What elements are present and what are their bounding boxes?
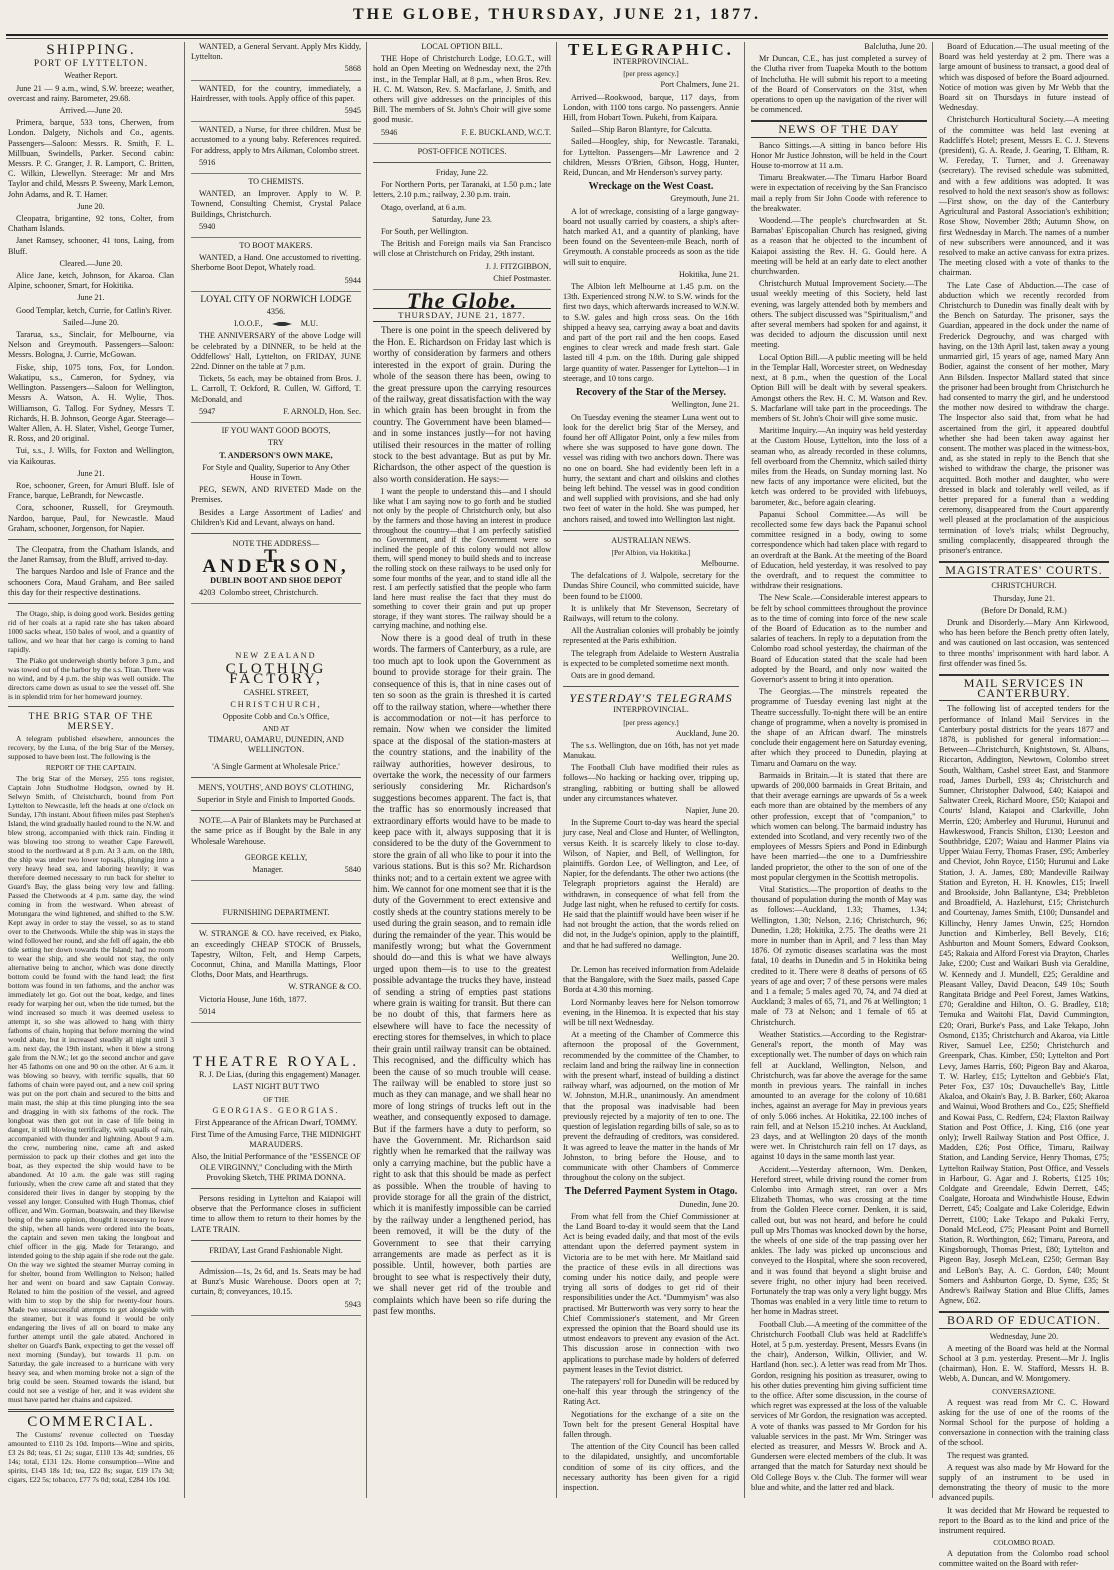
lodge-text: THE ANNIVERSARY of the above Lodge will be celebrated by a DINNER, to be held at the Oddfellows' Hall, Lyttelton, on FRIDAY, JUNE 22nd. Dinner on the table at 7 p.m.: [191, 331, 361, 372]
interprovincial-heading: INTERPROVINCIAL.: [613, 705, 689, 715]
mag-place: CHRISTCHURCH.: [991, 581, 1057, 591]
column-news: [744, 42, 931, 1498]
iof-label: I.O.O.F.,: [233, 319, 263, 329]
superior-style: Superior in Style and Finish to Imported Goods.: [197, 794, 355, 804]
spacer: [191, 607, 361, 651]
weather-report: June 21 — 9 a.m., wind, S.W. breeze; weather, overcast and rainy. Barometer, 29.68.: [8, 83, 174, 103]
local-option-signature: F. E. BUCKLAND, W.C.T.: [461, 127, 551, 137]
ad-clothing-factory: [191, 651, 361, 881]
press-agency: [per press agency.]: [623, 717, 679, 727]
dateline: Dunedin, June 20.: [679, 1199, 739, 1209]
expected-note: The Cleopatra, from the Chatham Islands, and the Janet Ramsay, from the Bluff, arrived to-day.: [8, 544, 174, 565]
theatre-manager: R. J. De Lias, (during this engagement) Manager.: [199, 1070, 361, 1080]
strange-text: W. STRANGE & CO. have received, ex Piako, an exceedingly CHEAP STOCK of Brussels, Tapestry, Wilton, Felt, and Hemp Carpets, Coconnut, China, and Manilla Mattings, Floor Cloths, Door Mats, and Hearthrugs.: [191, 929, 361, 980]
ad-improver: [191, 189, 361, 238]
dateline: Greymouth, June 21.: [670, 194, 739, 204]
ad-lodge: [191, 295, 361, 423]
brig-heading: THE BRIG STAR OF THE MERSEY.: [28, 711, 154, 733]
telegram: The Football Club have modified their rules as follows—No hacking or hacking over, tripping up, strangling, rabbiting or butting shall be allowed under any circumstances whatever.: [563, 763, 739, 803]
telegraphic-heading: TELEGRAPHIC.: [568, 40, 734, 59]
ad-number: 5916: [199, 157, 216, 167]
clothing-factory-heading: CLOTHING FACTORY,: [225, 661, 327, 688]
dateline: Auckland, June 20.: [675, 728, 739, 738]
divider: [191, 533, 361, 534]
date-june21: June 21.: [77, 293, 105, 303]
arrived-cleopatra: Cleopatra, brigantine, 92 tons, Colter, from Chatham Islands.: [8, 214, 174, 234]
shipping-heading: SHIPPING.: [46, 42, 136, 58]
telegram: In the Supreme Court to-day was heard the special jury case, Neal and Close and Hunter, of Wellington, versus Keith. It is scarcely likely to close to-day. Wilson, of Napier, and Bell, of Wellington, for plaintiffs. Gordon Lee, of Wellington, and Lee, of Napier, for the defendants. The other two actions (the Telegraph proprietors against the Herald) are withdrawn, in consequence of what fell from the Judge last night, when he refused to certify for costs. He said that the plaintiff would have been wiser if he had not brought the action, that the words relied on did not, in the Judge's opinion, apply to the plaintiff, and that he had suffered no damage.: [563, 818, 739, 950]
post-saturday: Saturday, June 23.: [432, 214, 492, 224]
conversazione-heading: CONVERSAZIONE.: [992, 1386, 1056, 1396]
news-item: Accident.—Yesterday afternoon, Wm. Denken, Hereford street, while driving round the corner from Colombo into Armagh street, ran over a Mrs Elizabeth Thomas, who was crossing at the time from the Golden Fleece corner. Denken, it is said, called out, but was not heard, and before he could pull up Mrs Thomas was knocked down by the horse, the wheels of one side of the trap passing over her ankles. The lady was picked up unconscious and conveyed to the Hospital, where she soon recovered, and it was found that beyond a slight bruise and severe fright, no other injury had been received. Fortunately the trap was only a very light buggy. Mrs Thomas was enabled in a very little time to return to her home in Madras street.: [751, 1164, 927, 1317]
divider: [191, 1261, 361, 1262]
dateline: Napier, June 20.: [685, 806, 739, 815]
globe-nameplate: The Globe.: [406, 288, 518, 314]
news-item: Football Club.—A meeting of the committee of the Christchurch Football Club was held at Radcliffe's Hotel, at 5 p.m. yesterday. Present, Messrs Evans (in the chair), Anderson, Wilkin, Ollivier, and W. Hartland (hon. sec.). A letter was read from Mr Thos. Gordon, resigning his position as treasurer, owing to his other duties preventing him giving sufficient time to the office. After some discussion, in the course of which regret was expressed at the loss of the valuable services of Mr Gordon, the resignation was accepted. A vote of thanks was passed to Mr Gordon for his valuable services in the past. Mr Wm. Stringer was elected as treasurer, and Messrs W. Brock and A. Gundersen were elected members of the club. It was arranged that the match for Saturday next should be Old College Boys v. the Club. The former will wear blue and white, and the latter red and black.: [751, 1319, 927, 1492]
news-item: Banco Sittings.—A sitting in banco before His Honor Mr Justice Johnston, will be held in the Court House to-morrow at 11 a.m.: [751, 140, 927, 171]
spacer: [191, 884, 361, 908]
piako-note: The Piako got underweigh shortly before 3 p.m., and was towed out of the harbor by the s.s. Titan. There was no wind, and by 4 p.m. the ship was well outside. The directors came down as usual to see the vessel off. She is in splendid trim for her homeward journey.: [8, 655, 174, 701]
news-item: Timaru Breakwater.—The Timaru Harbor Board were in expectation of receiving by the San Francisco mail a reply from Sir John Coode with reference to the breakwater.: [751, 173, 927, 213]
ad-number: 5944: [344, 275, 361, 285]
divider: [8, 1409, 174, 1412]
and-at: AND AT: [262, 724, 290, 734]
brig-intro: A telegram published elsewhere, announces the recovery, by the Luna, of the brig Star of the Mersey, supposed to have been lost. The following is the: [8, 734, 174, 762]
post-signature: J. J. FITZGIBBON,: [485, 261, 551, 271]
ad-number: 5940: [199, 221, 216, 231]
boots-line2: TRY: [268, 438, 284, 448]
telegram: The ratepayers' roll for Dunedin will be reduced by one-half this year through the stringency of the Rating Act.: [563, 1376, 739, 1407]
news-item: Board of Education.—The usual meeting of the Board was held yesterday at 2 pm. There was a large amount of business to transact, a good deal of which was disposed of before the Board adjourned. Notice of motion was given by Mr Webb that the Board sit on Thursdays in future instead of Wednesday.: [939, 42, 1109, 113]
news-item: Christchurch Mutual Improvement Society.—The usual weekly meeting of this Society, held last evening, was largely attended both by members and others. The subject discussed was "Spiritualism," and after several members had spoken for and against, it was decided to adjourn the discussion until next meeting.: [751, 279, 927, 350]
telegram: Arrived—Rookwood, barque, 117 days, from London, with 1100 tons cargo. No passengers. Annie Hill, from Hobart Town. Pukehi, from Kaipara.: [563, 92, 739, 123]
clasped-hands-icon: [271, 320, 293, 328]
ad-number: 4203: [199, 587, 216, 597]
masthead-rule-thin: [6, 38, 1108, 39]
mail-services-list: The following list of accepted tenders for the performance of Inland Mail Services in the Canterbury postal districts for the years 1877 and 1878, is published for general information:—Between—Christchurch, Knightstown, St. Albans, Riccarton, Addington, Newtown, Colombo street South, Waltham, Cashel street East, and Stanmore road, James Durbell, £93 4s; Christchurch and Sumner, Christopher Dalwood, £40; Kaiapoi and Saltwater Creek, Richard Moore, £50; Kaiapoi and Courts' Island, Kaiapoi and Clarkville, John Merrin, £20; Amberley and Hurunui, Hurunui and Hawkeswood, Francis Shilton, £130; Leeston and Southbridge, £207; Waiau and Hanmer Plains via Upper Waiau Ferry, Thomas Fraser, £95; Amberley and Cheviot, John Royce, £150; Hurunui and Lake Station, J. A. James, £80; Mandeville Railway Station and Eyreton, H. H. Knowles, £15; Irwell and Brookside, John Ballantyne, £34; Prebbleton and Broadfield, A. Hazlehurst, £15; Christchurch and Courtenay, James Smith, £100; Dunsandel and Killinchy, Henry James Unwin, £25; Horndon Junction and Kimberley, Bell Bevely, £16; Ashburton and Mount Somers, Edward Cookson, £45; Rakaia and Alford Forest via Drayton, Charles Jake, £200; Cust and Waikari Bush via Geraldine, W. Kennedy and J. Mundell, £25; Geraldine and Pleasant Valley, David Deacon, £49 10s; South Rangitata Bridge and Peel Forest, James Watkins, £70; Geraldine and Hilton, O. G. Bradley, £18; Temuka and Waitohi Flat, David Cummington, £20; Orari, Burke's Pass, and Lake Tekapo, John Osmond, £135; Christchurch and Akaroa, via Little River, Samuel Lee, £250; Christchurch and Greenpark, Chas. Kimber, £50; Lyttelton and Port Levy, James Harris, £60; Pigeon Bay and Akaroa, T. W. Harley, £15; Lyttelton and Gebbie's Flat, Peter Fox, £37 10s; Duvauchelle's Bay, Little Akaloa, and Okain's Bay, J. B. Barker, £60; Akaroa and Wainui, Wood Brothers and Co., £25; Sheffield and Kowai Pass, C. Redfern, £24; Flaxton Railway Station and Post Office, J. King, £16 (one year only); Irwell Railway Station and Post Office, J. Madden, £26; Post Office, Timaru, Railway Station, and Landing Service, Henry Thomas, £75; Lyttelton Railway Station, Post Office, and Vessels in Harbour, G. Agar and J. Roberts, £125 10s; Coldgate and Greendale, Edwin Derrett, £45; Coalgate, Horoata and Windwhistle House, Edwin Derrett, £45; Coalgate and Lake Coleridge, Edwin Derrett, £100; Lake Tekapo and Pukaki Ferry, Donald McLeod, £75; Pleasant Point and Burnell Station, R. Worthington, £62; Timaru, Pareora, and Kingsborough, Thomas Priest, £80; Lyttelton and Pigeon Bay, Joseph McLean, £250; German Bay and LeBon's Bay, A. C. Gordon, £40; Mount Somers and Ashburton Gorge, D. Syme, £35; St Andrew's Railway Station and Blue Cliffs, James Agnew, £62.: [939, 704, 1109, 1306]
telegram: All the Australian colonies will probably be jointly represented at the Paris exhibition.: [563, 626, 739, 646]
port-heading: PORT OF LYTTELTON.: [33, 59, 149, 70]
divider: [8, 539, 174, 540]
telegram: Lord Normanby leaves here for Nelson tomorrow evening, in the Hinemoa. It is expected that his stay will be till next Wednesday.: [563, 997, 739, 1028]
ad-hairdresser: [191, 84, 361, 123]
editorial-paragraph: There is one point in the speech delivered by the Hon. E. Richardson on Friday last which is worthy of consideration by farmers and others interested in the export of grain. During the whole of the season there has been, owing to the great pressure upon the carrying resources of the railway, great dissatisfaction with the way in which grain has been brought in from the country. The Government have been blamed—and in some instances justly—for not having utilised their resources in the matter of rolling stock to the best advantage. But as put by Mr. Richardson, the other aspect of the question is also worth consideration. He says:—: [373, 325, 551, 484]
post-south: For South, per Wellington.: [381, 227, 469, 237]
mag-before: (Before Dr Donald, R.M.): [981, 605, 1067, 615]
sailed-cora: Cora, schooner, Russell, for Greymouth. Nardoo, barque, Paul, for Newcastle. Maud Graham, schooner, Jorgenson, for Napier.: [8, 503, 174, 533]
divider: [563, 686, 739, 687]
australian-via: [Per Albion, via Hokitika.]: [611, 547, 691, 557]
boots-line6: Besides a Large Assortment of Ladies' and Children's Kid and Levant, always on hand.: [191, 507, 361, 527]
australian-news-heading: AUSTRALIAN NEWS.: [611, 535, 691, 545]
ad-local-option: [373, 42, 551, 144]
deferred-payment-heading: The Deferred Payment System in Otago.: [564, 1186, 738, 1198]
post-title: POST-OFFICE NOTICES.: [417, 146, 507, 156]
cleared-title: Cleared.—June 20.: [59, 258, 123, 268]
towns: TIMARU, OAMARU, DUNEDIN, AND WELLINGTON.: [208, 735, 344, 755]
dateline: Melbourne.: [701, 558, 739, 568]
editorial-quote: I want the people to understand this—and I should like what I am saying now to go forth and be studied not only by the people of Christchurch only, but also by the farmers and those having an interest in produce throughout the country—that I am perfectly satisfied no Government, and if the Government were so inclined the people of this colony would not allow them, will spend money to build sheds and to increase the rolling stock on these railways to be used only for some four months of the year, and to stand idle all the rest. I am perfectly satisfied that the people who farm land here must realise the fact that they must do something to cover their grain and put up proper storage, if they want stores. The railway should be a carrying machine, and nothing else.: [373, 487, 551, 631]
barques-note: The barques Nardoo and Isle of France and the schooners Cora, Maud Graham, and Bee sailed this day for their respective destinations.: [8, 567, 174, 597]
news-item: Christchurch Horticultural Society.—A meeting of the committee was held last evening at Radcliffe's Hotel; present, Messrs E. C. J. Stevens (president), G. A. Reade, J. Gearing, T. Eltham, R. W. Fereday, T. Turner, and J. Greenaway (secretary). The revised schedule was submitted, and with a few additions was adopted. It was resolved to hold the next season's show as follows:—First show, on the day of the Canterbury Agricultural and Pastoral Association's exhibition; Rose Show, November 28th; Autumn Show, on first Wednesday in March. The names of a number of new subscribers were announced, and it was resolved to make an active canvass for extra prizes. The meeting closed with a vote of thanks to the chairman.: [939, 115, 1109, 278]
manager-line: [191, 865, 361, 875]
ad-text: WANTED, an Improver. Apply to W. P. Townend, Consulting Chemist, Crystal Palace Buildings, Christchurch.: [191, 189, 361, 219]
anderson-name: T. ANDERSON,: [202, 546, 350, 578]
ad-general-servant: [191, 42, 361, 81]
news-item: The Georgias.—The minstrels repeated the programme of Tuesday evening last night at the Theatre successfully. To-night there will be an entire change of programme, when a novelty is promised in the shape of an African dwarf. The minstrels conclude their engagement here on Saturday evening, after which they proceed to Dunedin, playing at Timaru and Oamaru on the way.: [751, 687, 927, 768]
dateline: Port Chalmers, June 21.: [660, 80, 739, 90]
ad-number: 5945: [344, 106, 361, 116]
news-item: Woodend.—The people's churchwarden at St. Barnabas' Episcopalian Church has resigned, giving as a reason that he objected to the incumbent of Kaiapoi assisting the Rev. H. G. Gould here. A meeting will be held at an early date to elect another churchwarden.: [751, 216, 927, 277]
cleared-good-templar: Good Templar, ketch, Currie, for Catlin's River.: [16, 305, 172, 315]
telegram: From what fell from the Chief Commissioner at the Land Board to-day it would seem that the Land Act is being evaded daily, and that most of the evils attendant upon the deferred payment system in Victoria are to be met with here. Mr Maitland said the practice of these evils in all directions was coming under his notice daily, and people were trying all sorts of dodges to get rid of their responsibilities under the Act. "Dummyism" was also practised. Mr Butterworth was very sorry to hear the Chief Commissioner's statement, and Mr Green expressed the opinion that the Board should use its utmost endeavors to prevent any evasion of the Act. This discussion arose in connection with two applications to purchase made by holders of deferred payment leases in the Teviot district.: [563, 1211, 739, 1374]
board-paragraph: It was decided that Mr Howard be requested to report to the Board as to the kind and price of the instrument required.: [939, 1505, 1109, 1536]
telegram: It is unlikely that Mr Stevenson, Secretary of Railways, will return to the colony.: [563, 603, 739, 623]
board-of-education-heading: BOARD OF EDUCATION.: [939, 1311, 1109, 1328]
post-signature-title: Chief Postmaster.: [493, 273, 551, 283]
column-advertisements: [184, 42, 365, 1498]
news-of-the-day-heading: NEWS OF THE DAY: [751, 120, 927, 137]
lodge-signature: F. ARNOLD, Hon. Sec.: [283, 406, 361, 416]
post-british-mails: The British and Foreign mails via San Francisco will close at Christchurch on Friday, 29th instant.: [373, 239, 551, 259]
telegram: Dr. Lemon has received information from Adelaide that the Bangalore, with the Suez mails, passed Cape Borda at 4.30 this morning.: [563, 965, 740, 995]
mu-label: M.U.: [300, 319, 319, 329]
wreckage-heading: Wreckage on the West Coast.: [588, 181, 714, 193]
telegram: The Albion left Melbourne at 1.45 p.m. on the 13th. Experienced strong N.W. to S.W. winds for the first two days, which afterwards increased to W.N.W. to S.W. gales and high cross seas. On the 16th shipped a heavy sea, carrying away a boat and davits and part of the port rail and the hen coops. Eased engines to clear wreck and made fresh start. Gale lasted till 4 p.m. on the 18th. During gale shipped large quantity of water. Passenger for Lyttelton—1 in steerage, and 10 tons cargo.: [563, 282, 739, 383]
dateline: Hokitika, June 21.: [678, 269, 739, 279]
of-the: OF THE: [263, 1094, 289, 1104]
lodge-title: LOYAL CITY OF NORWICH LODGE: [200, 294, 352, 305]
news-item: Barmaids in Britain.—It is stated that there are upwards of 200,000 barmaids in Great Britain, and that their average earnings are upwards of 5s a week each more than are obtained by the members of any other profession, except that of "companion," to which women can belong. The barmaid industry has extended into Scotland, and very recently two of the employees of Messrs Spiers and Pond in Edinburgh have been married—the one to a Dumfriesshire landed proprietor, the other to the son of one of the most popular clergymen in the Scottish metropolis.: [751, 770, 927, 882]
victoria-house: Victoria House, June 16th, 1877.: [199, 994, 307, 1004]
opposite: Opposite Cobb and Co.'s Office,: [222, 711, 330, 721]
editorial-dateline: THURSDAY, JUNE 21, 1877.: [373, 308, 551, 322]
arrived-janet: Janet Ramsey, schooner, 41 tons, Laing, from Bluff.: [8, 236, 174, 256]
persons-residing: Persons residing in Lyttelton and Kaiapoi will observe that the Performance closes in sufficient time to allow them to return to their homes by the LATE TRAIN.: [191, 1194, 361, 1234]
board-paragraph: The request was granted.: [947, 1450, 1029, 1460]
post-northern: For Northern Ports, per Taranaki, at 1.50 p.m.; late letters, 2.10 p.m.; railway, 2.30 p.m. train.: [373, 180, 551, 200]
sailed-roe: Roe, schooner, Green, for Amuri Bluff. Isle of France, barque, LeBrandt, for Newcastle.: [8, 480, 174, 501]
masthead: THE GLOBE, THURSDAY, JUNE 21, 1877.: [352, 6, 762, 23]
news-item: Vital Statistics.—The proportion of deaths to the thousand of population during the month of May was as follows:—Auckland, 1.33; Thames, 1.34; Wellington, 1.30; Nelson, 2.16; Christchurch, 96; Dunedin, 1.28; Hokitika, 2.75. The deaths were 21 more in number than in April, and 7 less than May 1876. Of zymotic diseases scarlatina was the most fatal, 10 deaths in Dunedin and 5 in Hokitika being credited to it. There were 8 deaths of persons of 65 years of age and over; 7 of these persons were males and 1 a female; 5 males aged 70, 74, and 74 died at Auckland; 3 males of 65, 71, and 76 at Wellington; 1 male of 73 at Nelson; and 1 female of 65 at Christchurch.: [751, 885, 927, 1027]
blankets-note: NOTE.—A Pair of Blankets may be Purchased at the same price as if Bought by the Bale in any Wholesale Warehouse.: [191, 816, 361, 846]
post-otago: Otago, overland, at 6 a.m.: [381, 202, 467, 212]
telegram: On Tuesday evening the steamer Luna went out to look for the derelict brig Star of the Mersey, and found her off Alligator Point, only a few miles from where she was supposed to have gone down. The vessel was riding with two anchors down. There was no one on board. She had evidently been left in a hurry, the sextant and chart and oilskins and clothes being left behind. The vessel was in good condition and well supplied with provisions, and she had only two feet of water in the hold. She was pumped, her anchors raised, and towed into Wellington last night.: [563, 412, 739, 524]
board-date: Wednesday, June 20.: [989, 1331, 1059, 1341]
boots-line4: For Style and Quality, Superior to Any Other House in Town.: [202, 462, 350, 482]
divider: [373, 162, 551, 163]
telegram: The telegraph from Adelaide to Western Australia is expected to be completed sometime next month.: [563, 648, 739, 668]
ad-text: WANTED, a General Servant. Apply Mrs Kiddy, Lyttelton.: [191, 42, 361, 62]
masthead-rule: [6, 34, 1108, 36]
interprovincial-heading: INTERPROVINCIAL.: [613, 57, 689, 67]
post-office-notices: [373, 147, 551, 290]
telegram: The s.s. Wellington, due on 16th, has not yet made Manukau.: [563, 740, 739, 760]
chemists-heading: TO CHEMISTS.: [248, 177, 304, 187]
board-paragraph: A meeting of the Board was held at the Normal School at 3 p.m. yesterday. Present—Mr J. Inglis (chairman), Hon. E. W. Stafford, Messrs H. B. Webb, A. Duncan, and W. Montgomery.: [939, 1343, 1109, 1384]
lodge-footer: [191, 407, 361, 417]
spacer: [191, 1026, 361, 1054]
divider: [191, 810, 361, 811]
column-telegraphic: [556, 42, 743, 1498]
ad-number: 5840: [344, 864, 361, 874]
last-night: LAST NIGHT BUT TWO: [232, 1082, 320, 1092]
report-title: REPORT OF THE CAPTAIN.: [45, 763, 137, 773]
telegram: Sailed—Ship Baron Blantyre, for Calcutta.: [571, 125, 712, 135]
board-paragraph: A deputation from the Colombo road school committee waited on the Board with refer-: [939, 1549, 1109, 1569]
admission: Admission—1s, 2s 6d, and 1s. Seats may be had at Bunz's Music Warehouse. Doors open at 7; curtain, 8; conveyances, 10.15.: [191, 1267, 361, 1297]
ad-theatre: [191, 1054, 361, 1316]
board-paragraph: A request was also made by Mr Howard for the supply of an instrument to be used in demonstrating the theory of music to the more advanced pupils.: [939, 1462, 1109, 1503]
sailed-tararua: Tararua, s.s., Sinclair, for Melbourne, via Nelson and Greymouth. Passengers—Saloon: Messrs. Bologna, J. Currie, McGowan.: [8, 330, 174, 360]
theatre-heading: THEATRE ROYAL.: [192, 1054, 360, 1071]
ad-number: 5868: [344, 64, 361, 74]
magistrates-heading: MAGISTRATES' COURTS.: [939, 561, 1109, 578]
boot-depot: DUBLIN BOOT AND SHOE DEPOT: [210, 575, 342, 585]
dateline: Wellington, June 21.: [671, 400, 739, 410]
news-item: The Late Case of Abduction.—The case of abduction which we recently recorded from Christchurch to Dunedin was finally dealt with by the Bench on Saturday. The prisoner, says the Guardian, appeared in the dock under the name of Frederick Degrouchy, and was charged with having, on the 13th April last, taken away a young unmarried girl, 15 years of age, named Mary Ann Bodier, against the consent of her mother, Mary Ann Bilsden. Inspector Mallard stated that since the prisoner had been brought from Christchurch he had consented to marry the girl, and he understood the mother now desired to withdraw the charge. The Inspector also said that, from what he had ascertained from the girl, it appeared doubtful whether she had been taken away against her consent. The mother was placed in the witness-box, and, as she stated in reply to the Bench that she wished to withdraw the charge, the prisoner was acquitted. Both mother and daughter, who were dressed in black and tolerably well veiled, as if better prepared for a funeral than a wedding ceremony, disappeared from the Court apparently well pleased at the proclamation of the auspicious termination of love's trials; whilst Degrouchy, smiling complacently, disappeared through the prisoner's entrance.: [939, 280, 1109, 555]
telegram: The defalcations of J. Walpole, secretary for the Dundas Shire Council, who committed suicide, have been found to be £1000.: [563, 571, 739, 601]
lodge-tickets: Tickets, 5s each, may be obtained from Bros. J. L. Carroll, T. Ockford, R. Cullen, W. Gifford, T. McDonald, and: [191, 374, 361, 404]
lodge-emblem: [191, 319, 361, 329]
telegram: Oats are in good demand.: [571, 670, 655, 680]
divider: [8, 706, 174, 707]
kelly-name: GEORGE KELLY,: [244, 852, 308, 862]
telegram: Sailed—Hoogley, ship, for Newcastle. Taranaki, for Lyttelton. Passengers—Mr Lawrence and 2 children, Messrs O'Brien, Gibson, Hogg, Hunter, Reid, Duncan, and Mr Henderson's survey party.: [563, 137, 739, 178]
telegram: A lot of wreckage, consisting of a large gangway-board not usually carried by coasters, a ship's after-hatch marked A1, and a quantity of planking, have been found on the Seventeen-mile Beach, north of Greymouth. A constable proceeds as soon as the tide will suit to enquire.: [563, 206, 739, 267]
furnishing-heading: FURNISHING DEPARTMENT.: [222, 908, 330, 918]
divider: [191, 1188, 361, 1189]
depot-address-line: [191, 588, 361, 598]
weather-title: Weather Report.: [64, 71, 118, 81]
ad-anderson-boots: [191, 426, 361, 604]
manager-title: Manager.: [252, 864, 284, 874]
ad-text: WANTED, a Hand. One accustomed to rivetting. Sherborne Boot Depot, Whately road.: [191, 253, 361, 273]
boots-line1: IF YOU WANT GOOD BOOTS,: [221, 426, 331, 436]
ad-nurse: [191, 125, 361, 174]
ad-number: 5946: [381, 127, 398, 137]
telegram: The attention of the City Council has been called to the dilapidated, unsightly, and uncomfortable condition of some of its city offices, and the necessary authority has been given for a rigid inspection.: [563, 1442, 739, 1492]
divider: [8, 603, 174, 604]
recovery-heading: Recovery of the Star of the Mersey.: [575, 387, 727, 399]
local-option-title: LOCAL OPTION BILL.: [421, 42, 503, 51]
bootmakers-heading: TO BOOT MAKERS.: [239, 241, 313, 251]
captain-report: The brig Star of the Mersey, 255 tons register, Captain John Studholme Hodgson, owned by H. Selwyn Smith, of Christchurch, bound from Port Lyttelton to Newcastle, left the heads at one o'clock on Sunday, 17th instant. About fifteen miles past Stephen's Island, the wind gradually hauled round to the N.W. and blew strong, accompanied with thick rain. Finding it was blowing too strong to weather Cape Farewell, stood to the northward at 8 p.m. At 3 a.m. on the 18th, the ship was under two lower topsails, plunging into a very heavy head sea, and laboring heavily; it was therefore deemed necessary to run back for shelter to Guard's Bay, the glass being very low and falling. Passed the Chetwoods at 4 p.m. same day, the wind coming in from the westward. When abreast of Motungara the wind lightened, and shifted to the S.W. Kept away in order to stay the vessel, so as to stand over to the Chetwoods. While the ship was in stays the wind followed her round, and she fell off again, the ebb tide setting her down towards the Island; had no room to wear the ship, and she would not stay, the only alternative being to anchor, which was done directly bottom could be found with the hand lead; the first bottom was found in ten fathoms, and the anchor was immediately let go. Got out the boat, kedge, and lines ready for warping her out, when the tide turned, but the wind increased so much it was deemed useless to attempt it, so she was allowed to hang with thirty fathoms of chain, hoping that before morning the wind would abate, but it increased steadily all night until 3 a.m. next day, the 19th instant, when it blew a strong gale from the N.W.; let go the second anchor and gave her 45 fathoms on one and 90 on the other. At 6 a.m. it was blowing so heavy, with terrific squalls, that 60 fathoms of chain were payed out, and a new coil spring was put on the port chain and secured to the bitts and main mast, the ship at this time plunging into the sea and dragging in with six fathoms of the rock. The longboat was then got out in case of life being in danger, it still blowing terrifically, with squalls of rain, accompanied with thunder and lightning. About 9 a.m. the crew, numbering nine, came aft and asked permission to pack up their clothes and get into the boat, as they expected the ship would have to be abandoned. At 10 a.m. the gale was still raging furiously, when the crew came aft and stated that they considered their lives in danger by stopping by the vessel any longer. Consulted with Hugh Thomas, chief officer, and Wm. Gorman, boatswain, and they likewise being of the same opinion, thought it necessary to leave the ship, when all hands were ordered into the boats, the captain and seven men taking the longboat and chief officer in the gig. Made for Tetarango, and intended going to the ship again if she rode out the gale. On the way we sighted the steamer Murray coming in for shelter, bound from Wellington to Nelson; hailed her and went on board and saw Captain Conway. Related to him the position of the vessel, and agreed with him to stop by the ship for twenty-four hours. Made two unsuccessful attempts to get alongside with the steamer, but it was found it would be only endangering the lives of all on board to make any further attempt until the gale abated. Anchored in shelter on Guard's Bank, expecting to get the vessel off next morning (Sunday), but towards 11 p.m. on Saturday, the gale increased to a hurricane with very heavy sea, and when morning broke not a sign of the brig could be seen. Steamed towards the island, but could not see a vestige of her, and it was evident she must have parted her chains and capsized.: [8, 774, 174, 1405]
depot-address: Colombo street, Christchurch.: [219, 587, 319, 597]
cleared-list: Alice Jane, ketch, Johnson, for Akaroa. Clan Alpine, schooner, Smart, for Hokitika.: [8, 271, 174, 291]
arrived-title: Arrived.—June 20.: [59, 106, 123, 116]
dateline: Balclutha, June 20.: [864, 42, 927, 51]
balclutha-telegram: Mr Duncan, C.E., has just completed a survey of the Clutha river from Tuapeka Mouth to the bottom of Inchclutha. He will submit his report to a meeting of the Board of Conservators on the 31st, when operations to open up the navigation of the river will be commenced.: [751, 54, 927, 115]
mag-date: Thursday, June 21.: [993, 593, 1055, 603]
sailed-tui: Tui, s.s., J. Wills, for Foxton and Wellington, via Kaikouras.: [8, 446, 174, 466]
otago-note: The Otago, ship, is doing good work. Besides getting rid of her coals at a rapid rate she has taken aboard 1000 sacks wheat, 150 bales of wool, and a quantity of tallow, and we hear that her cargo is coming to hand rapidly.: [8, 608, 174, 654]
sailed-fiske: Fiske, ship, 1075 tons, Fox, for London. Wakatipu, s.s., Cameron, for Sydney, via Wellington. Passengers—Saloon for Wellington, Messrs A. Watson, A. H. Wylie, Thos. Williamson, G. Tallog. For Sydney, Messrs T. Richards, H. B. Johnson, George Agar. Steerage—Walter Allen, A. H. Slater, Vishel, George Turner, R. Ross, and 20 original.: [8, 362, 174, 444]
news-item: Papanui School Committee.—As will be recollected some few days back the Papanui school committee resigned in a body, owing to some correspondence which had taken place with regard to an overdraft at the Bank. At the meeting of the Board of Education, held yesterday, it was resolved to pay the overdraft, and to request the committee to withdraw their resignations.: [751, 509, 927, 591]
strange-signature: W. STRANGE & CO.: [288, 982, 361, 992]
boots-line5: PEG, SEWN, AND RIVETED Made on the Premises.: [191, 485, 361, 505]
colombo-road-heading: COLOMBO ROAD.: [993, 1538, 1055, 1548]
mail-services-heading: MAIL SERVICES IN CANTERBURY.: [939, 674, 1109, 701]
board-paragraph: A request was read from Mr C. C. Howard asking for the use of one of the rooms of the Normal School for the purpose of holding a conversazione in connection with the training class of the school.: [939, 1397, 1109, 1448]
telegram: At a meeting of the Chamber of Commerce this afternoon the proposal of the Government, recommended by the committee of the Chamber, to reclaim land and bring the railway line in connection with the present wharf, instead of building a distinct railway wharf, was adjourned, on the motion of Mr W. Johnston, M.H.R., unanimously. An amendment that the proposal was inadvisable had been previously rejected by a majority of ten to one. The question of legislation regarding bills of sale, so as to prevent the defrauding of creditors, was considered. It was agreed to leave the matter in the hands of Mr Johnston, to bring before the House, and to communicate with other Chambers of Commerce throughout the colony on the subject.: [563, 1030, 739, 1183]
divider: [191, 923, 361, 924]
date-june20: June 20.: [77, 201, 105, 211]
ad-furnishing: [191, 908, 361, 1023]
single-garment: 'A Single Garment at Wholesale Price.': [212, 761, 340, 771]
news-item: Weather Statistics.—According to the Registrar-General's report, the month of May was exceptionally wet. The number of days on which rain fell at Auckland, Wellington, Nelson, and Christchurch, was far above the average for the same month in previous years. The rainfall in inches amounted to an average for the colony of 10.681 inches, against an average for May in previous years of only 5.066 inches. At Hokitika, 22.100 inches of rain fell, and at Nelson 15.210 inches. At Auckland, 23 days, and at Wellington 20 days of the month were wet. In Christchurch rain fell on 17 days, as against 10 days in the same month last year.: [751, 1029, 927, 1162]
georgias: GEORGIAS. GEORGIAS.: [212, 1105, 340, 1115]
also: Also, the Initial Performance of the "ESSENCE OF OLE VIRGINNY," Concluding with the Mirth Provoking Sketch, THE PRIMA DONNA.: [191, 1152, 361, 1182]
cashel-street: CASHEL STREET,: [243, 687, 309, 697]
post-friday: Friday, June 22.: [435, 168, 489, 178]
press-agency: [per press agency.]: [623, 69, 679, 79]
ad-number: 5943: [344, 1299, 361, 1309]
telegram: Negotiations for the exchange of a site on the Town belt for the present General Hospital have fallen through.: [563, 1409, 739, 1439]
christchurch: CHRISTCHURCH,: [230, 699, 322, 709]
court-case: Drunk and Disorderly.—Mary Ann Kirkwood, who has been before the Bench pretty often lately, and was cautioned on last occasion, was sentenced to three months' imprisonment with hard labor. A first offender was fined 5s.: [939, 617, 1109, 668]
farce: First Time of the Amusing Farce, THE MIDNIGHT MARAUDERS.: [191, 1130, 361, 1150]
african-dwarf: First Appearance of the African Dwarf, TOMMY.: [194, 1117, 358, 1127]
column-editorial: [366, 42, 555, 1498]
local-option-text: THE Hope of Christchurch Lodge, I.O.G.T., will hold an Open Meeting on Wednesday next, the 27th inst., in the Templar Hall, at 8 p.m., when Bros. Rev. H. C. M. Watson, Rev. S. Macfarlane, J. Smith, and others will give addresses on the principles of this Bill. The members of St. John's Choir will give some good music.: [373, 54, 551, 125]
divider: [191, 1240, 361, 1241]
commercial-heading: COMMERCIAL.: [27, 1414, 155, 1431]
yesterdays-telegrams-heading: YESTERDAY'S TELEGRAMS: [569, 691, 733, 706]
friday-night: FRIDAY, Last Grand Fashionable Night.: [209, 1245, 343, 1255]
local-option-footer: [373, 128, 551, 138]
ad-text: WANTED, for the country, immediately, a Hairdresser, with tools. Apply office of this paper.: [191, 83, 361, 103]
column-shipping: [8, 42, 178, 1498]
divider: [191, 777, 361, 778]
lodge-number: 4356.: [266, 307, 286, 317]
news-item: Local Option Bill.—A public meeting will be held in the Templar Hall, Worcester street, on Wednesday next, at 8 p.m., when the question of the Local Option Bill will be dealt with by several speakers. Amongst others the Rev. H. C. M. Watson and Rev. S. Macfarlane will take part in the proceedings. The members of St. John's Choir will give some music.: [751, 352, 927, 423]
address-note: NOTE THE ADDRESS—: [232, 538, 320, 548]
ad-boot-hand: [191, 253, 361, 292]
news-item: Maritime Inquiry.—An inquiry was held yesterday at the Custom House, Lyttelton, into the loss of a seaman who, as already recorded in these columns, fell overboard from the Chemnitz, which sailed thirty miles from the Heads, on Sunday morning last. No new facts of any importance were elicited, but the ketch was ordered to be provided with lifebuoys, barometer, &c., before again clearing.: [751, 426, 927, 507]
ad-number: 5947: [199, 406, 216, 416]
date-june21b: June 21.: [77, 468, 105, 478]
news-item: The New Scale.—Considerable interest appears to be felt by school committees throughout the province as to the time of coming into force of the new scale of the Board of Education as to the number and salaries of teachers. In reply to a deputation from the Colombo road school yesterday, the chairman of the Board of Education stated that the scale had been adopted by the Board, and only now waited the Governor's assent to bring it into operation.: [751, 593, 927, 684]
dateline: Wellington, June 20.: [671, 952, 739, 962]
ad-text: WANTED, a Nurse, for three children. Must be accustomed to a young baby. References required. For address, apply to Mrs Aikman, Colombo street.: [191, 125, 361, 155]
boots-line3: T. ANDERSON'S OWN MAKE,: [219, 450, 333, 460]
ad-number: 5014: [199, 1006, 216, 1016]
mens-clothing: MEN'S, YOUTHS', AND BOYS' CLOTHING,: [198, 782, 354, 792]
column-courts-mails: [932, 42, 1113, 1569]
arrived-primera: Primera, barque, 533 tons, Cherwen, from London. Dalgety, Nichols and Co., agents. Passengers—Saloon: Messrs. R. Smith, F. L. Millbuan, Swindells, Parker. Second cabin: Messrs. P. C. Granger, J. R. Lamport, C. Britten, C. Wilkin, Llewellyn. Steerage: Mr and Mrs Taylor and child, Messrs P. Sweeny, Mark Lemon, John Adams, and R. T. Hamer.: [8, 118, 174, 199]
nz-heading: NEW ZEALAND: [235, 650, 317, 660]
divider: [563, 530, 739, 531]
sailed-title: Sailed—June 20.: [63, 317, 119, 327]
editorial-paragraph: Now there is a good deal of truth in these words. The farmers of Canterbury, as a rule, are too much apt to look upon the Government as bound to provide storage for their grain. The consequence of this is, that in nine cases out of ten so soon as the grain is threshed it is carted off to the railway station, where—whether there is accommodation or not—it has perforce to remain. Now when we consider the limited space at the disposal of the station-masters at the country stations, and the inability of the railway authorities, however desirous, to overtake the work, the necessity of our farmers seriously considering Mr. Richardson's suggestions becomes apparent. The fact is, that the traffic has so enormously increased that extraordinary efforts would have to be made to keep pace with it, always supposing that it is considered to be the duty of the Government to store the grain of all who like to pour it into the various stations. But is this so? Mr. Richardson thinks not; and to a certain extent we agree with him. We cannot for one moment see that it is the duty of the Government to erect extensive and costly sheds at the country stations merely to be used during the grain season, and to remain idle during the remainder of the year. This would be manifestly wrong; but what the Government should do—and this is what we have always urged upon them—is to use to the greatest possible advantage the trucks they have, instead of sending a string of empties past stations where grain is waiting for transit. But there can be no doubt of this, that farmers here as elsewhere will have to face the necessity of erecting stores for themselves, in which to place their grain until railway transit can be obtained. This recognised, and the difficulty which has been the cause of so much trouble will cease. The railway will be enabled to store just so much as they can manage, and we shall hear no more of long strings of trucks left out in the weather, and consequently exposed to damage. But if the farmers have a duty to perform, so have the Government. Mr. Richardson said rightly when he remarked that the railway was only a carrying machine, but the public have a right to ask that this should be made as perfect as possible. When the trouble of having to provide storage for all the grain of the district, which it is manifestly impossible can be carried by the railway under a lengthened period, has been removed, it will be the duty of the Government to see that their carrying arrangements are made as perfect as it is possible. Until, however, both parties are brought to see what is respectively their duty, we shall never get rid of the trouble and complaints which have been so rife during the past few months.: [373, 633, 551, 1317]
customs-revenue: The Customs' revenue collected on Tuesday amounted to £110 2s 10d. Imports—Wine and spirits, £3 2s 8d; teas, £1 2s; sugar, £110 13s 4d; sundries, £6 14s; total, £131 12s. Home consumption—Wine and spirits, £143 18s 1d; tea, £22 8s; sugar, £19 17s 3d; cigars, £22 5s; tobacco, £77 7s 0d; total, £284 10s 10d.: [8, 1429, 174, 1484]
